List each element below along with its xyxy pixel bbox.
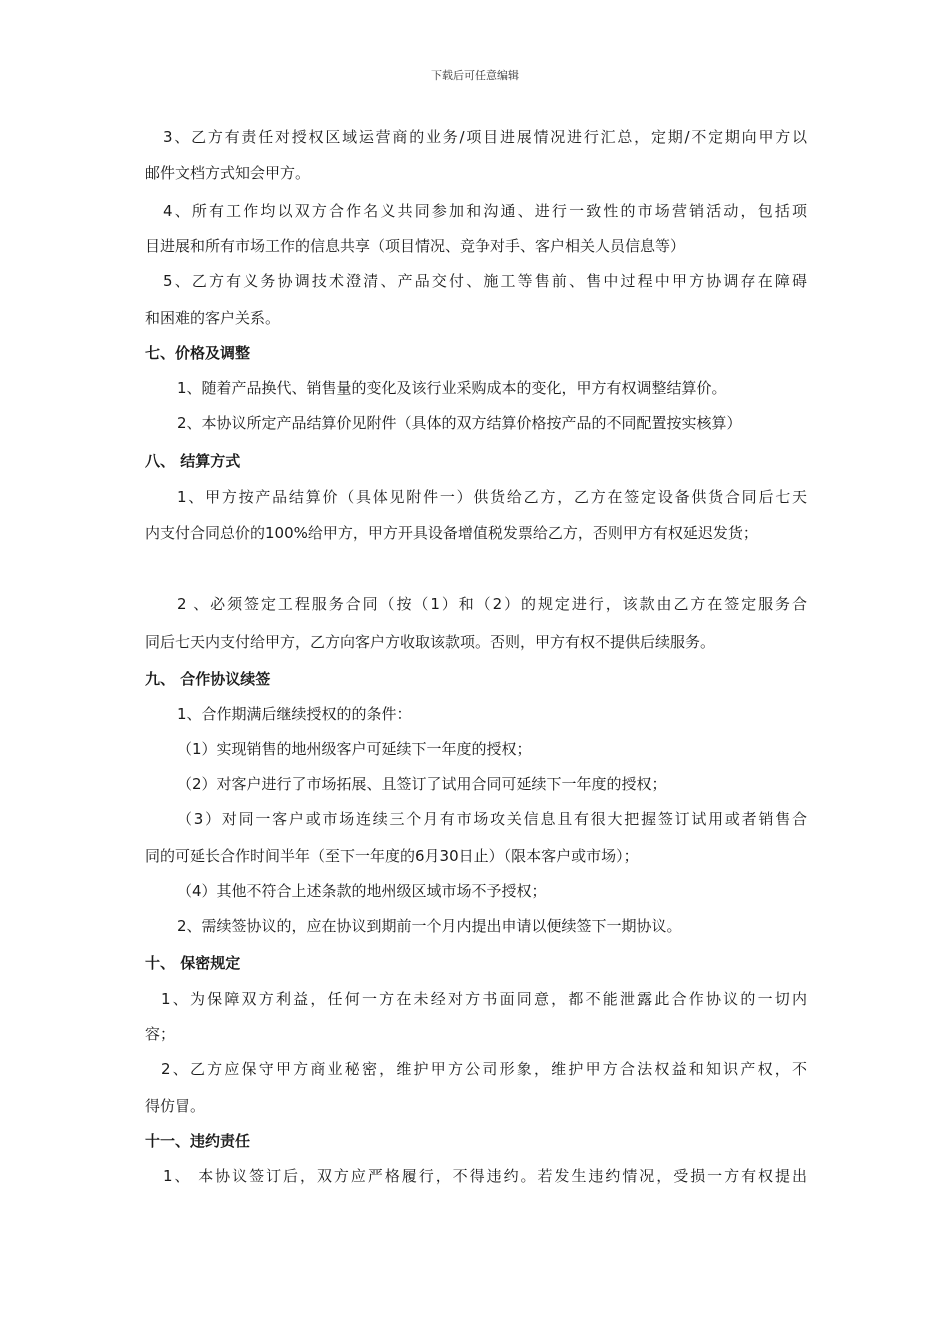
clause-8-1-line-1: 1、甲方按产品结算价（具体见附件一）供货给乙方，乙方在签定设备供货合同后七天 — [177, 488, 807, 506]
clause-8-2-line-1: 2 、必须签定工程服务合同（按（1）和（2）的规定进行，该款由乙方在签定服务合 — [177, 595, 807, 613]
clause-6-3-line-1: 3、乙方有责任对授权区域运营商的业务/项目进展情况进行汇总，定期/不定期向甲方以 — [163, 128, 807, 146]
clause-6-4-line-1: 4、所有工作均以双方合作名义共同参加和沟通、进行一致性的市场营销活动，包括项 — [163, 202, 807, 220]
section-10-heading: 十、 保密规定 — [145, 954, 241, 972]
clause-6-4-line-2: 目进展和所有市场工作的信息共享（项目情况、竞争对手、客户相关人员信息等） — [145, 237, 686, 255]
clause-9-1-item-4: （4）其他不符合上述条款的地州级区域市场不予授权； — [177, 882, 547, 900]
clause-9-1-item-1: （1）实现销售的地州级客户可延续下一年度的授权； — [177, 740, 532, 758]
clause-11-1-line-1: 1、 本协议签订后，双方应严格履行，不得违约。若发生违约情况，受损一方有权提出 — [163, 1167, 807, 1185]
clause-9-1-item-3-line-2: 同的可延长合作时间半年（至下一年度的6月30日止）（限本客户或市场）； — [145, 847, 639, 865]
section-11-heading: 十一、违约责任 — [145, 1132, 251, 1150]
clause-6-5-line-2: 和困难的客户关系。 — [145, 309, 281, 327]
clause-10-1-line-1: 1、为保障双方利益，任何一方在未经对方书面同意，都不能泄露此合作协议的一切内 — [161, 990, 807, 1008]
page-header-note: 下载后可任意编辑 — [431, 69, 519, 82]
clause-6-3-line-2: 邮件文档方式知会甲方。 — [145, 164, 311, 182]
clause-9-1-item-2: （2）对客户进行了市场拓展、且签订了试用合同可延续下一年度的授权； — [177, 775, 667, 793]
clause-10-2-line-2: 得仿冒。 — [145, 1097, 206, 1115]
clause-8-2-line-2: 同后七天内支付给甲方，乙方向客户方收取该款项。否则，甲方有权不提供后续服务。 — [145, 633, 716, 651]
clause-9-1-item-3-line-1: （3）对同一客户或市场连续三个月有市场攻关信息且有很大把握签订试用或者销售合 — [177, 810, 807, 828]
clause-8-1-line-2: 内支付合同总价的100%给甲方，甲方开具设备增值税发票给乙方，否则甲方有权延迟发货； — [145, 524, 758, 542]
section-8-heading: 八、 结算方式 — [145, 452, 241, 470]
clause-9-2: 2、需续签协议的，应在协议到期前一个月内提出申请以便续签下一期协议。 — [177, 917, 682, 935]
clause-10-1-line-2: 容； — [145, 1025, 176, 1043]
section-7-heading: 七、价格及调整 — [145, 344, 251, 362]
clause-7-2: 2、本协议所定产品结算价见附件（具体的双方结算价格按产品的不同配置按实核算） — [177, 414, 742, 432]
clause-10-2-line-1: 2、乙方应保守甲方商业秘密，维护甲方公司形象，维护甲方合法权益和知识产权，不 — [161, 1060, 807, 1078]
section-9-heading: 九、 合作协议续签 — [145, 670, 271, 688]
clause-7-1: 1、随着产品换代、销售量的变化及该行业采购成本的变化，甲方有权调整结算价。 — [177, 379, 727, 397]
clause-6-5-line-1: 5、乙方有义务协调技术澄清、产品交付、施工等售前、售中过程中甲方协调存在障碍 — [163, 272, 807, 290]
clause-9-1: 1、合作期满后继续授权的的条件： — [177, 705, 412, 723]
